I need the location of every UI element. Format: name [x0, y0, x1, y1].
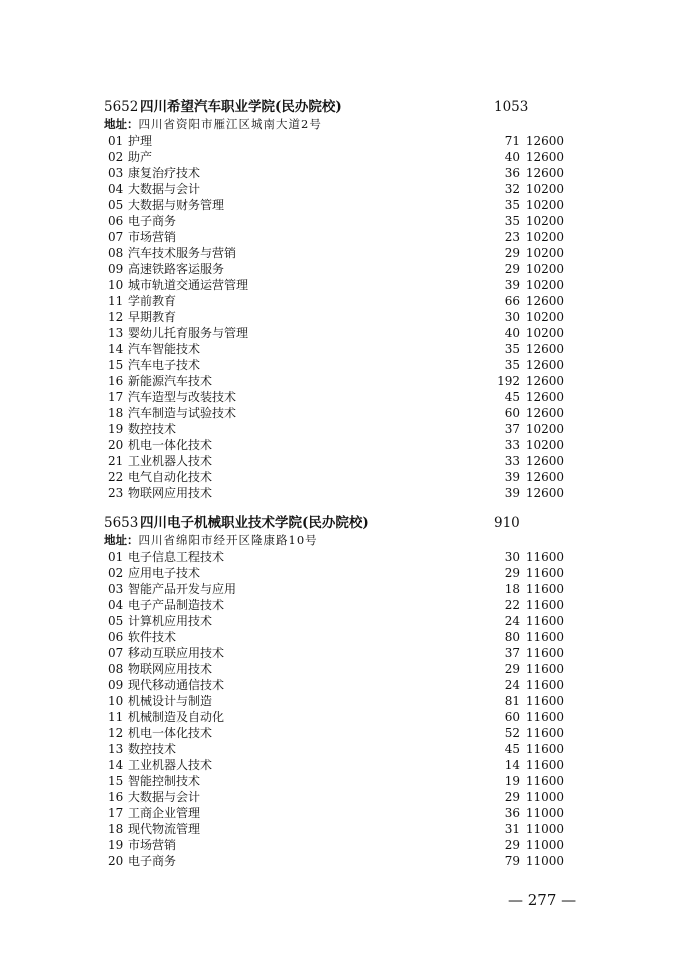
program-code: 20: [108, 438, 124, 452]
program-name: 婴幼儿托育服务与管理: [128, 326, 249, 340]
school-address: [104, 532, 584, 549]
program-code: 23: [108, 486, 124, 500]
program-code: 08: [108, 662, 124, 676]
program-row: [104, 805, 584, 821]
program-row: [104, 565, 584, 581]
program-name: 数控技术: [128, 742, 177, 756]
program-fee: 12600: [525, 374, 564, 388]
program-quota: 29: [504, 262, 520, 276]
program-row: [104, 757, 584, 773]
program-quota: 37: [504, 646, 520, 660]
program-code: 10: [108, 694, 124, 708]
program-row: [104, 613, 584, 629]
program-row: [104, 645, 584, 661]
program-row: [104, 213, 584, 229]
program-quota: 37: [504, 422, 520, 436]
program-quota: 81: [504, 694, 520, 708]
address-label: 地址：: [104, 117, 139, 131]
program-fee: 11600: [525, 598, 564, 612]
program-row: [104, 693, 584, 709]
program-name: 汽车技术服务与营销: [128, 246, 237, 260]
program-row: [104, 597, 584, 613]
program-fee: 10200: [525, 278, 564, 292]
program-quota: 39: [504, 278, 520, 292]
program-fee: 11600: [525, 758, 564, 772]
program-fee: 11600: [525, 614, 564, 628]
program-quota: 39: [504, 470, 520, 484]
program-name: 工商企业管理: [128, 806, 201, 820]
program-code: 11: [108, 294, 124, 308]
program-code: 12: [108, 310, 124, 324]
program-quota: 31: [504, 822, 520, 836]
program-code: 18: [108, 822, 124, 836]
program-quota: 35: [504, 358, 520, 372]
program-fee: 11000: [525, 790, 564, 804]
program-name: 汽车电子技术: [128, 358, 201, 372]
program-row: [104, 549, 584, 565]
program-row: [104, 789, 584, 805]
program-row: [104, 309, 584, 325]
program-row: [104, 661, 584, 677]
program-fee: 12600: [525, 390, 564, 404]
program-fee: 12600: [525, 166, 564, 180]
program-row: [104, 453, 584, 469]
program-quota: 60: [504, 406, 520, 420]
program-name: 物联网应用技术: [128, 662, 213, 676]
program-fee: 10200: [525, 262, 564, 276]
program-fee: 10200: [525, 214, 564, 228]
program-code: 22: [108, 470, 124, 484]
program-code: 04: [108, 598, 124, 612]
program-code: 09: [108, 678, 124, 692]
program-fee: 11000: [525, 838, 564, 852]
program-code: 01: [108, 134, 124, 148]
program-fee: 11000: [525, 806, 564, 820]
program-name: 护理: [128, 134, 153, 148]
school-total-quota: 1053: [494, 99, 529, 115]
program-fee: 10200: [525, 326, 564, 340]
program-code: 14: [108, 342, 124, 356]
program-row: [104, 725, 584, 741]
program-quota: 45: [504, 390, 520, 404]
program-row: [104, 373, 584, 389]
program-quota: 40: [504, 326, 520, 340]
program-fee: 11600: [525, 678, 564, 692]
program-name: 计算机应用技术: [128, 614, 213, 628]
program-fee: 12600: [525, 342, 564, 356]
program-quota: 29: [504, 662, 520, 676]
program-fee: 11600: [525, 774, 564, 788]
program-fee: 11600: [525, 550, 564, 564]
program-code: 03: [108, 582, 124, 596]
program-row: [104, 293, 584, 309]
program-quota: 29: [504, 790, 520, 804]
program-quota: 18: [504, 582, 520, 596]
program-code: 04: [108, 182, 124, 196]
program-fee: 11600: [525, 742, 564, 756]
program-code: 12: [108, 726, 124, 740]
program-fee: 12600: [525, 134, 564, 148]
program-code: 02: [108, 150, 124, 164]
program-quota: 29: [504, 838, 520, 852]
program-fee: 10200: [525, 310, 564, 324]
program-name: 机械设计与制造: [128, 694, 213, 708]
program-fee: 11600: [525, 726, 564, 740]
school-address: [104, 116, 584, 133]
program-code: 02: [108, 566, 124, 580]
program-fee: 12600: [525, 470, 564, 484]
program-quota: 66: [504, 294, 520, 308]
program-code: 11: [108, 710, 124, 724]
program-fee: 11000: [525, 822, 564, 836]
program-code: 05: [108, 614, 124, 628]
program-code: 09: [108, 262, 124, 276]
program-row: [104, 165, 584, 181]
program-fee: 11600: [525, 630, 564, 644]
program-row: [104, 405, 584, 421]
program-name: 现代物流管理: [128, 822, 201, 836]
program-code: 13: [108, 326, 124, 340]
program-name: 智能控制技术: [128, 774, 201, 788]
program-fee: 11600: [525, 566, 564, 580]
program-name: 电子商务: [128, 854, 177, 868]
program-quota: 35: [504, 214, 520, 228]
program-code: 06: [108, 630, 124, 644]
program-name: 应用电子技术: [128, 566, 201, 580]
program-row: [104, 421, 584, 437]
program-fee: 10200: [525, 230, 564, 244]
program-quota: 14: [504, 758, 520, 772]
program-fee: 11600: [525, 710, 564, 724]
program-row: [104, 149, 584, 165]
program-quota: 192: [497, 374, 520, 388]
program-name: 大数据与财务管理: [128, 198, 225, 212]
program-code: 14: [108, 758, 124, 772]
program-code: 16: [108, 374, 124, 388]
school-code: 5652: [104, 99, 139, 115]
program-code: 17: [108, 390, 124, 404]
school-total-quota: 910: [494, 515, 520, 531]
program-row: [104, 277, 584, 293]
school-header: [104, 98, 584, 116]
program-name: 智能产品开发与应用: [128, 582, 237, 596]
program-row: [104, 709, 584, 725]
program-name: 市场营销: [128, 230, 177, 244]
program-fee: 10200: [525, 438, 564, 452]
program-code: 19: [108, 422, 124, 436]
program-row: [104, 773, 584, 789]
program-quota: 33: [504, 454, 520, 468]
school-header: [104, 514, 584, 532]
program-code: 10: [108, 278, 124, 292]
school-code: 5653: [104, 515, 139, 531]
program-fee: 12600: [525, 406, 564, 420]
program-list: [104, 549, 584, 869]
program-quota: 36: [504, 166, 520, 180]
program-code: 16: [108, 790, 124, 804]
program-code: 07: [108, 646, 124, 660]
program-fee: 12600: [525, 486, 564, 500]
program-quota: 23: [504, 230, 520, 244]
program-row: [104, 325, 584, 341]
page-number: — 277 —: [508, 891, 577, 909]
program-fee: 10200: [525, 182, 564, 196]
program-quota: 35: [504, 198, 520, 212]
program-quota: 35: [504, 342, 520, 356]
program-code: 15: [108, 774, 124, 788]
program-fee: 10200: [525, 422, 564, 436]
program-row: [104, 229, 584, 245]
program-quota: 60: [504, 710, 520, 724]
program-fee: 10200: [525, 198, 564, 212]
program-row: [104, 853, 584, 869]
program-fee: 11600: [525, 646, 564, 660]
program-row: [104, 821, 584, 837]
program-quota: 36: [504, 806, 520, 820]
program-quota: 19: [504, 774, 520, 788]
program-row: [104, 245, 584, 261]
address-text: 四川省资阳市雁江区城南大道2号: [138, 117, 322, 131]
program-code: 13: [108, 742, 124, 756]
program-quota: 39: [504, 486, 520, 500]
program-name: 电子商务: [128, 214, 177, 228]
program-quota: 71: [504, 134, 520, 148]
program-name: 软件技术: [128, 630, 177, 644]
address-label: 地址：: [104, 533, 139, 547]
program-quota: 79: [504, 854, 520, 868]
program-quota: 29: [504, 566, 520, 580]
program-row: [104, 485, 584, 501]
program-fee: 11600: [525, 694, 564, 708]
program-name: 大数据与会计: [128, 790, 201, 804]
program-row: [104, 629, 584, 645]
program-row: [104, 581, 584, 597]
program-name: 高速铁路客运服务: [128, 262, 225, 276]
program-row: [104, 677, 584, 693]
program-row: [104, 341, 584, 357]
program-code: 03: [108, 166, 124, 180]
program-name: 新能源汽车技术: [128, 374, 213, 388]
program-name: 机电一体化技术: [128, 438, 213, 452]
program-quota: 45: [504, 742, 520, 756]
program-fee: 12600: [525, 294, 564, 308]
program-fee: 12600: [525, 454, 564, 468]
program-code: 07: [108, 230, 124, 244]
program-row: [104, 357, 584, 373]
program-code: 18: [108, 406, 124, 420]
program-row: [104, 133, 584, 149]
program-name: 汽车制造与试验技术: [128, 406, 237, 420]
program-row: [104, 437, 584, 453]
program-quota: 33: [504, 438, 520, 452]
school-name: 四川希望汽车职业学院(民办院校): [140, 99, 342, 115]
program-quota: 40: [504, 150, 520, 164]
program-quota: 24: [504, 614, 520, 628]
program-name: 市场营销: [128, 838, 177, 852]
program-row: [104, 389, 584, 405]
program-name: 助产: [128, 150, 153, 164]
program-code: 20: [108, 854, 124, 868]
address-text: 四川省绵阳市经开区隆康路10号: [138, 533, 318, 547]
program-name: 电气自动化技术: [128, 470, 213, 484]
program-name: 数控技术: [128, 422, 177, 436]
program-code: 05: [108, 198, 124, 212]
program-code: 06: [108, 214, 124, 228]
program-name: 康复治疗技术: [128, 166, 201, 180]
program-list: [104, 133, 584, 501]
program-name: 学前教育: [128, 294, 177, 308]
program-name: 大数据与会计: [128, 182, 201, 196]
program-fee: 11600: [525, 582, 564, 596]
program-code: 15: [108, 358, 124, 372]
program-name: 早期教育: [128, 310, 177, 324]
program-name: 城市轨道交通运营管理: [128, 278, 249, 292]
program-name: 汽车智能技术: [128, 342, 201, 356]
program-code: 01: [108, 550, 124, 564]
program-row: [104, 837, 584, 853]
program-name: 电子产品制造技术: [128, 598, 225, 612]
program-fee: 12600: [525, 358, 564, 372]
program-quota: 80: [504, 630, 520, 644]
program-row: [104, 181, 584, 197]
program-row: [104, 741, 584, 757]
school-name: 四川电子机械职业技术学院(民办院校): [140, 515, 369, 531]
program-name: 移动互联应用技术: [128, 646, 225, 660]
program-fee: 10200: [525, 246, 564, 260]
program-name: 物联网应用技术: [128, 486, 213, 500]
program-name: 现代移动通信技术: [128, 678, 225, 692]
program-code: 08: [108, 246, 124, 260]
program-row: [104, 261, 584, 277]
program-name: 汽车造型与改装技术: [128, 390, 237, 404]
program-quota: 30: [504, 550, 520, 564]
program-quota: 24: [504, 678, 520, 692]
program-quota: 29: [504, 246, 520, 260]
program-code: 17: [108, 806, 124, 820]
program-quota: 30: [504, 310, 520, 324]
program-name: 工业机器人技术: [128, 758, 213, 772]
program-row: [104, 197, 584, 213]
program-row: [104, 469, 584, 485]
program-fee: 12600: [525, 150, 564, 164]
program-name: 电子信息工程技术: [128, 550, 225, 564]
program-code: 21: [108, 454, 124, 468]
program-fee: 11000: [525, 854, 564, 868]
program-name: 工业机器人技术: [128, 454, 213, 468]
program-code: 19: [108, 838, 124, 852]
program-quota: 32: [504, 182, 520, 196]
program-quota: 22: [504, 598, 520, 612]
school-section-5652: [104, 98, 584, 501]
program-name: 机电一体化技术: [128, 726, 213, 740]
program-name: 机械制造及自动化: [128, 710, 225, 724]
school-section-5653: [104, 514, 584, 869]
program-quota: 52: [504, 726, 520, 740]
program-fee: 11600: [525, 662, 564, 676]
